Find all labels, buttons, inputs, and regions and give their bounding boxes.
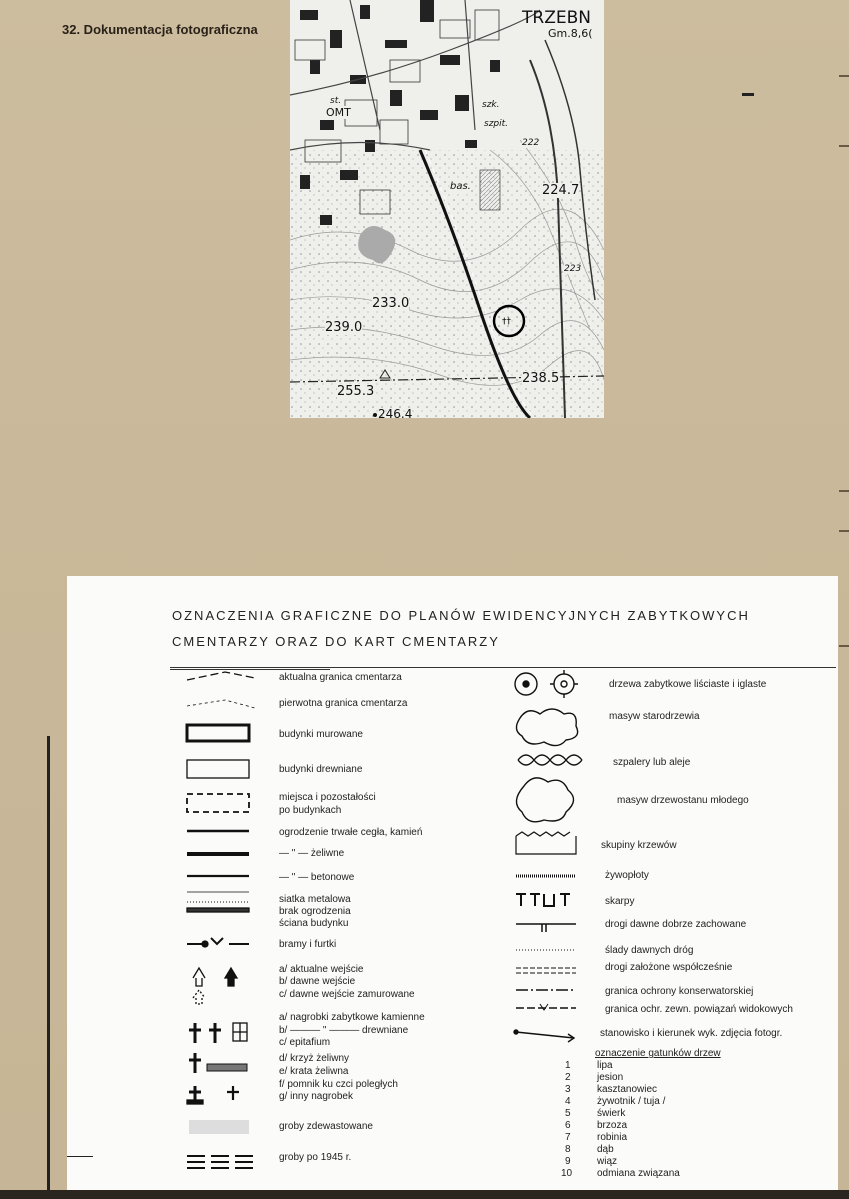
map-elevation: 224.7 bbox=[542, 183, 580, 198]
legend-item: bramy i furtki bbox=[279, 939, 337, 950]
map-elevation: 233.0 bbox=[372, 296, 410, 311]
map-label-szpit: szpit. bbox=[484, 119, 509, 129]
page-title: 32. Dokumentacja fotograficzna bbox=[62, 22, 258, 37]
legend-title-line2: CMENTARZY ORAZ DO KART CMENTARZY bbox=[172, 634, 500, 649]
legend-item: — " — betonowe bbox=[279, 872, 355, 883]
legend-item: ogrodzenie trwałe cegła, kamień bbox=[279, 827, 423, 838]
tree-number: 3 bbox=[565, 1084, 571, 1095]
map-label-st: st. bbox=[330, 96, 342, 106]
map-elevation: 246.4 bbox=[378, 407, 413, 418]
legend-item: pierwotna granica cmentarza bbox=[279, 698, 408, 709]
legend-item: groby po 1945 r. bbox=[279, 1152, 352, 1163]
legend-item: ściana budynku bbox=[279, 918, 349, 929]
map-town-label: TRZEBN bbox=[522, 8, 591, 28]
legend-item: skarpy bbox=[605, 896, 635, 907]
legend-item: granica ochrony konserwatorskiej bbox=[605, 986, 754, 997]
tree-number: 2 bbox=[565, 1072, 571, 1083]
legend-item: masyw starodrzewia bbox=[609, 711, 700, 722]
map-elevation: 239.0 bbox=[325, 320, 363, 335]
map-label-szk: szk. bbox=[482, 100, 500, 110]
tree-number: 5 bbox=[565, 1108, 571, 1119]
legend-item: a/ aktualne wejście bbox=[279, 964, 364, 975]
legend-item: drogi dawne dobrze zachowane bbox=[605, 919, 747, 930]
map-label-gm: Gm.8,6( bbox=[548, 27, 593, 40]
legend-item: — " — żeliwne bbox=[279, 848, 345, 859]
legend-item: b/ ——— " ——— drewniane bbox=[279, 1025, 409, 1036]
legend-item: drzewa zabytkowe liściaste i iglaste bbox=[609, 679, 767, 690]
map-elevation: 223 bbox=[564, 264, 582, 274]
legend-title-line1: OZNACZENIA GRAFICZNE DO PLANÓW EWIDENCYJNYCH ZABYTKOWYCH bbox=[172, 608, 750, 623]
map-elevation: 255.3 bbox=[337, 384, 375, 399]
legend-item: skupiny krzewów bbox=[601, 840, 677, 851]
tree-name: robinia bbox=[597, 1132, 628, 1143]
map-label-bas: bas. bbox=[450, 181, 471, 192]
tree-number: 9 bbox=[565, 1156, 571, 1167]
legend-item: stanowisko i kierunek wyk. zdjęcia fotogr. bbox=[600, 1028, 783, 1039]
tree-number: 1 bbox=[565, 1060, 571, 1071]
legend-item: ślady dawnych dróg bbox=[605, 945, 694, 956]
tree-number: 7 bbox=[565, 1132, 571, 1143]
legend-item: siatka metalowa bbox=[279, 894, 351, 905]
legend-item: c/ epitafium bbox=[279, 1037, 331, 1048]
map-drawing bbox=[290, 0, 604, 418]
tree-name: brzoza bbox=[597, 1120, 628, 1131]
legend-item: po budynkach bbox=[279, 805, 342, 816]
tree-name: wiąz bbox=[597, 1156, 618, 1167]
legend-item: miejsca i pozostałości bbox=[279, 792, 376, 803]
tree-name: lipa bbox=[597, 1060, 613, 1071]
legend-rule bbox=[170, 667, 836, 668]
svg-text:††: †† bbox=[502, 317, 511, 327]
tree-species-heading: oznaczenie gatunków drzew bbox=[595, 1048, 721, 1059]
legend-item: aktualna granica cmentarza bbox=[279, 672, 402, 683]
tree-number: 4 bbox=[565, 1096, 571, 1107]
tree-name: świerk bbox=[597, 1108, 626, 1119]
legend-item: brak ogrodzenia bbox=[279, 906, 351, 917]
legend-item: e/ krata żeliwna bbox=[279, 1066, 349, 1077]
legend-item: masyw drzewostanu młodego bbox=[617, 795, 749, 806]
margin-bar bbox=[47, 736, 50, 1191]
tree-number: 8 bbox=[565, 1144, 571, 1155]
legend-item: b/ dawne wejście bbox=[279, 976, 356, 987]
map-label-omt: OMT bbox=[326, 106, 351, 119]
legend-item: a/ nagrobki zabytkowe kamienne bbox=[279, 1012, 425, 1023]
legend-item: żywopłoty bbox=[605, 870, 649, 881]
tree-name: jesion bbox=[597, 1072, 624, 1083]
legend-item: c/ dawne wejście zamurowane bbox=[279, 989, 415, 1000]
legend-item: budynki drewniane bbox=[279, 764, 363, 775]
legend-sheet-photo bbox=[67, 576, 838, 1191]
tree-number: 6 bbox=[565, 1120, 571, 1131]
tree-name: kasztanowiec bbox=[597, 1084, 658, 1095]
page-bottom-edge bbox=[0, 1190, 849, 1199]
legend-item: budynki murowane bbox=[279, 729, 363, 740]
tree-name: odmiana związana bbox=[597, 1168, 680, 1179]
left-legend-symbols bbox=[185, 668, 265, 1188]
legend-item: d/ krzyż żeliwny bbox=[279, 1053, 350, 1064]
tree-name: żywotnik / tuja / bbox=[597, 1096, 666, 1107]
map-elevation: 222 bbox=[522, 138, 540, 148]
legend-item: drogi założone współcześnie bbox=[605, 962, 733, 973]
legend-item: granica ochr. zewn. powiązań widokowych bbox=[605, 1004, 793, 1015]
legend-item: groby zdewastowane bbox=[279, 1121, 373, 1132]
topographic-map-photo bbox=[290, 0, 604, 418]
legend-item: g/ inny nagrobek bbox=[279, 1091, 353, 1102]
legend-item: f/ pomnik ku czci poległych bbox=[279, 1079, 398, 1090]
map-elevation: 238.5 bbox=[522, 371, 560, 386]
tree-name: dąb bbox=[597, 1144, 614, 1155]
right-legend-symbols bbox=[512, 668, 592, 1088]
margin-stub bbox=[67, 1156, 93, 1157]
ink-mark bbox=[742, 93, 754, 96]
legend-item: szpalery lub aleje bbox=[613, 757, 691, 768]
tree-number: 10 bbox=[561, 1168, 573, 1179]
